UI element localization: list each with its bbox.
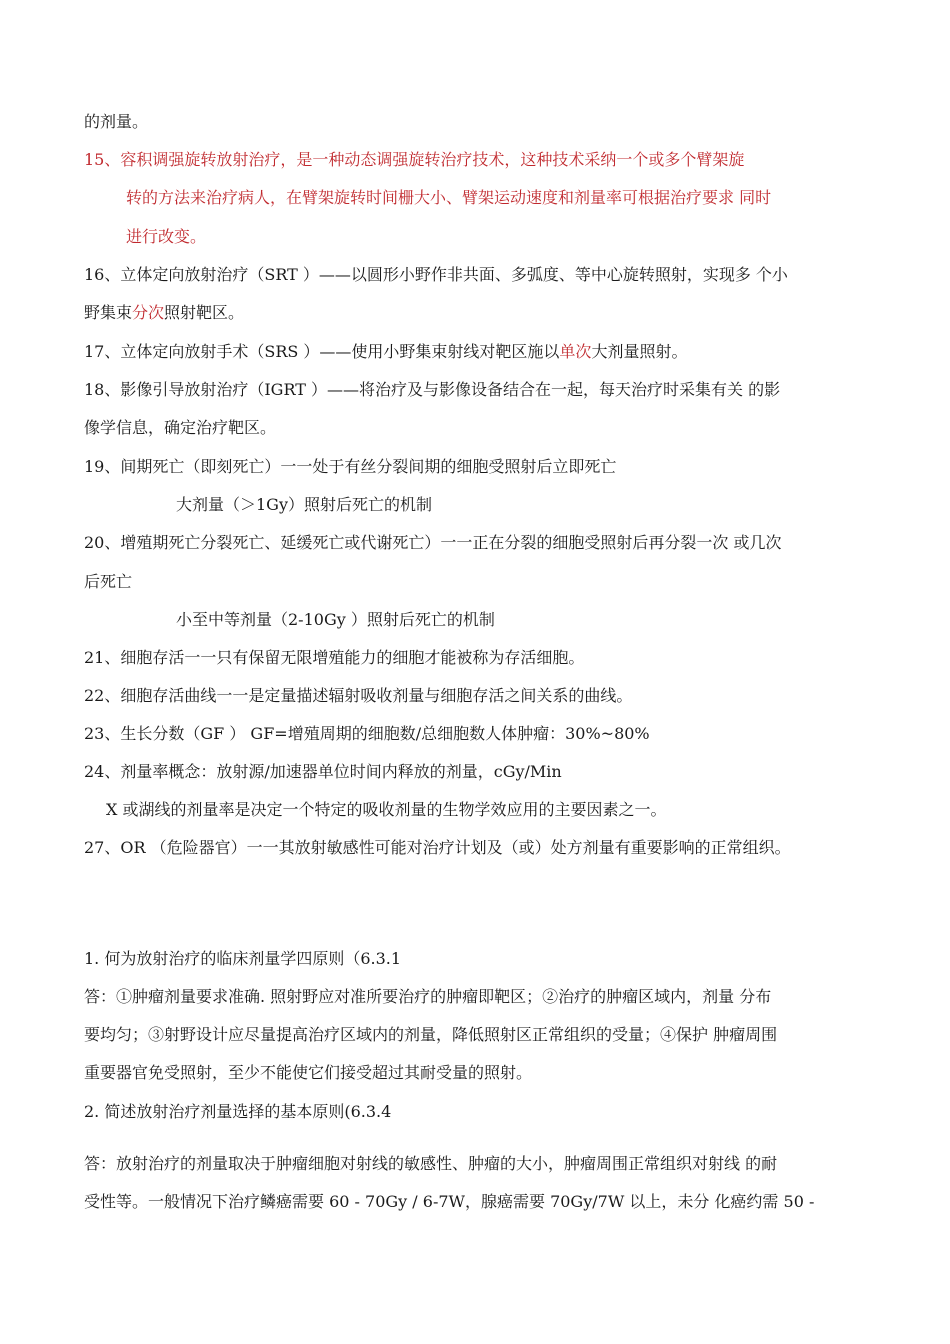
item-27-heading: 27、OR （危险器官）一一其放射敏感性可能对治疗计划及（或）处方剂量有重要影响的正常组织。: [84, 838, 791, 857]
item-16-heading: 16、立体定向放射治疗（SRT ）——以圆形小野作非共面、多弧度、等中心旋转照射，实现多 个小: [84, 265, 788, 284]
question-2: 2. 简述放射治疗剂量选择的基本原则(6.3.4: [84, 1102, 392, 1121]
highlight-text: 单次: [559, 342, 592, 361]
item-20-text: 小至中等剂量（2-10Gy ）照射后死亡的机制: [176, 610, 495, 629]
answer-2-text: 受性等。一般情况下治疗鳞癌需要 60 - 70Gy / 6-7W，腺癌需要 70Gy/7W 以上，未分 化癌约需 50 -: [84, 1192, 815, 1211]
item-17-heading: 17、立体定向放射手术（SRS ）——使用小野集束射线对靶区施以单次大剂量照射。: [84, 342, 688, 361]
item-15-heading: 15、容积调强旋转放射治疗，是一种动态调强旋转治疗技术，这种技术采纳一个或多个臂架旋: [84, 150, 745, 169]
highlight-text: 分次: [132, 303, 165, 322]
item-24-heading: 24、剂量率概念：放射源/加速器单位时间内释放的剂量，cGy/Min: [84, 762, 562, 781]
item-19-text: 大剂量（＞1Gy）照射后死亡的机制: [176, 495, 433, 514]
answer-1-text: 重要器官免受照射，至少不能使它们接受超过其耐受量的照射。: [84, 1063, 533, 1082]
item-15-text: 进行改变。: [126, 227, 207, 246]
item-20-heading: 20、增殖期死亡分裂死亡、延缓死亡或代谢死亡）一一正在分裂的细胞受照射后再分裂一次 或几次: [84, 533, 782, 552]
answer-1-text: 要均匀；③射野设计应尽量提高治疗区域内的剂量，降低照射区正常组织的受量；④保护 肿瘤周围: [84, 1025, 778, 1044]
text-line: 的剂量。: [84, 112, 149, 131]
item-22-heading: 22、细胞存活曲线一一是定量描述辐射吸收剂量与细胞存活之间关系的曲线。: [84, 686, 633, 705]
item-15-text: 转的方法来治疗病人，在臂架旋转时间栅大小、臂架运动速度和剂量率可根据治疗要求 同时: [126, 188, 772, 207]
item-21-heading: 21、细胞存活一一只有保留无限增殖能力的细胞才能被称为存活细胞。: [84, 648, 585, 667]
item-18-text: 像学信息，确定治疗靶区。: [84, 418, 277, 437]
question-1: 1. 何为放射治疗的临床剂量学四原则（6.3.1: [84, 949, 402, 968]
answer-2-text: 答：放射治疗的剂量取决于肿瘤细胞对射线的敏感性、肿瘤的大小，肿瘤周围正常组织对射线 的耐: [84, 1154, 778, 1173]
item-18-heading: 18、影像引导放射治疗（IGRT ）——将治疗及与影像设备结合在一起，每天治疗时采集有关 的影: [84, 380, 781, 399]
item-24-text: X 或湖线的剂量率是决定一个特定的吸收剂量的生物学效应用的主要因素之一。: [106, 800, 667, 819]
answer-1-text: 答：①肿瘤剂量要求准确. 照射野应对准所要治疗的肿瘤即靶区；②治疗的肿瘤区域内，剂量 分布: [84, 987, 772, 1006]
item-20-text: 后死亡: [84, 572, 133, 591]
item-19-heading: 19、间期死亡（即刻死亡）一一处于有丝分裂间期的细胞受照射后立即死亡: [84, 457, 617, 476]
item-16-text: 野集束分次照射靶区。: [84, 303, 245, 322]
item-23-heading: 23、生长分数（GF ） GF=增殖周期的细胞数/总细胞数人体肿瘤：30%~80%: [84, 724, 650, 743]
